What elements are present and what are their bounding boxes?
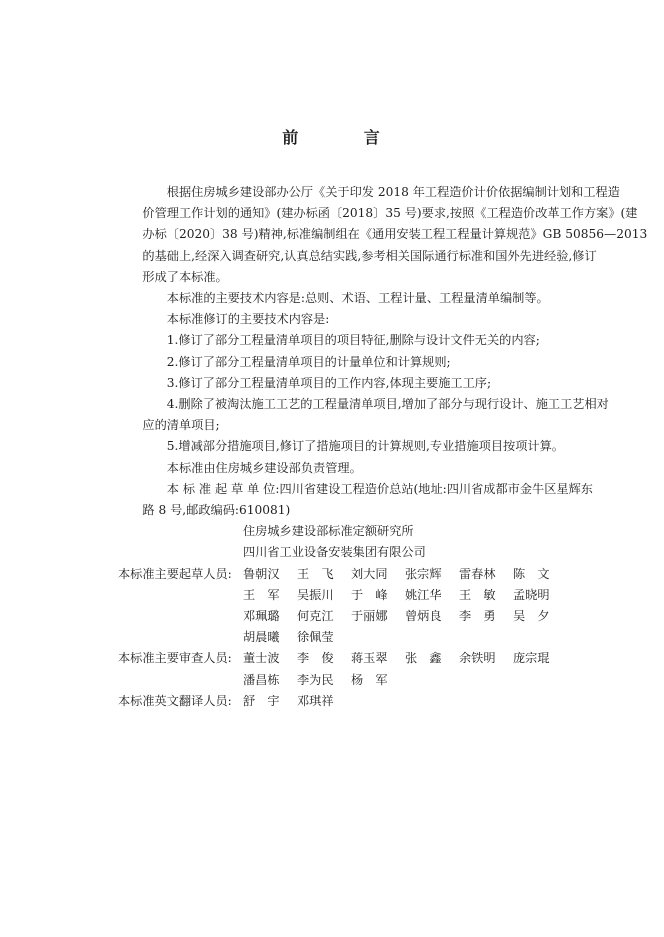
person-name: 姚江华 [405, 587, 442, 602]
text-line: 本 标 准 起 草 单 位:四川省建设工程造价总站(地址:四川省成都市金牛区星辉东 [166, 481, 593, 496]
paragraph-revision-intro [118, 309, 610, 330]
person-name: 张 鑫 [405, 651, 442, 666]
reviewers-section [118, 648, 610, 690]
person-name: 王 敏 [459, 587, 496, 602]
org-name: 四川省工业设备安装集团有限公司 [243, 545, 426, 560]
person-name: 邓珮璐 [243, 609, 280, 624]
paragraph-management [118, 458, 610, 479]
person-name: 雷春林 [459, 566, 496, 581]
person-name: 何克江 [297, 609, 334, 624]
text-line: 本标准的主要技术内容是:总则、术语、工程计量、工程量清单编制等。 [166, 291, 549, 306]
person-name: 余铁明 [459, 651, 496, 666]
person-name: 吴 夕 [513, 609, 550, 624]
person-name: 孟晓明 [513, 587, 550, 602]
reviewers-label: 本标准主要审查人员: [118, 651, 232, 666]
person-name: 邓琪祥 [297, 693, 334, 708]
revision-item-1 [118, 330, 610, 351]
text-line: 5.增减部分措施项目,修订了措施项目的计算规则,专业措施项目按项计算。 [166, 439, 564, 454]
text-line: 办标〔2020〕38 号)精神,标准编制组在《通用安装工程工程量计算规范》GB 50856—2013 [142, 227, 648, 242]
person-name: 刘大同 [351, 566, 388, 581]
text-line: 形成了本标准。 [142, 269, 228, 284]
person-name: 潘昌栋 [243, 672, 280, 687]
drafters-label: 本标准主要起草人员: [118, 566, 232, 581]
person-name: 董士波 [243, 651, 280, 666]
participating-orgs [243, 521, 610, 563]
person-name: 李 俊 [297, 651, 334, 666]
person-name: 吴振川 [297, 587, 334, 602]
revision-item-5 [118, 436, 610, 457]
org-name: 住房城乡建设部标准定额研究所 [243, 524, 414, 539]
translators-names [243, 691, 567, 712]
person-name: 徐佩莹 [297, 630, 334, 645]
person-name: 于 峰 [351, 587, 388, 602]
person-name: 张宗辉 [405, 566, 442, 581]
text-line: 应的清单项目; [142, 418, 220, 433]
text-line: 4.删除了被淘汰施工工艺的工程量清单项目,增加了部分与现行设计、施工工艺相对 [166, 397, 609, 412]
person-name: 庞宗琨 [513, 651, 550, 666]
text-line: 路 8 号,邮政编码:610081) [142, 503, 291, 518]
translators-label: 本标准英文翻译人员: [118, 693, 232, 708]
page-title: 前 言 [282, 128, 410, 147]
person-name: 鲁朝汉 [243, 566, 280, 581]
person-name: 陈 文 [513, 566, 550, 581]
preface-body [118, 182, 648, 712]
revision-item-3 [118, 373, 610, 394]
person-name: 李为民 [297, 672, 334, 687]
person-name: 王 飞 [297, 566, 334, 581]
paragraph-drafting-unit [118, 479, 610, 521]
paragraph-main-content [118, 288, 610, 309]
reviewers-names [243, 648, 567, 690]
text-line: 本标准由住房城乡建设部负责管理。 [166, 460, 362, 475]
text-line: 本标准修订的主要技术内容是: [166, 312, 330, 327]
person-name: 王 军 [243, 587, 280, 602]
text-line: 根据住房城乡建设部办公厅《关于印发 2018 年工程造价计价依据编制计划和工程造 [166, 185, 620, 199]
paragraph-background [118, 182, 648, 288]
text-line: 2.修订了部分工程量清单项目的计量单位和计算规则; [166, 354, 451, 369]
text-line: 3.修订了部分工程量清单项目的工作内容,体现主要施工工序; [166, 375, 492, 390]
person-name: 蒋玉翠 [351, 651, 388, 666]
revision-item-4 [118, 394, 610, 436]
drafters-section [118, 564, 610, 649]
drafters-names [243, 564, 567, 649]
translators-section [118, 691, 610, 712]
revision-item-2 [118, 352, 610, 373]
text-line: 的基础上,经深入调查研究,认真总结实践,参考相关国际通行标准和国外先进经验,修订 [142, 248, 597, 263]
person-name: 胡晨曦 [243, 630, 280, 645]
text-line: 1.修订了部分工程量清单项目的项目特征,删除与设计文件无关的内容; [166, 333, 540, 348]
person-name: 李 勇 [459, 609, 496, 624]
text-line: 价管理工作计划的通知》(建办标函〔2018〕35 号)要求,按照《工程造价改革工作方案》(建 [142, 206, 638, 221]
person-name: 杨 军 [351, 672, 388, 687]
person-name: 曾炳良 [405, 609, 442, 624]
person-name: 舒 宇 [243, 693, 280, 708]
person-name: 于丽娜 [351, 609, 388, 624]
